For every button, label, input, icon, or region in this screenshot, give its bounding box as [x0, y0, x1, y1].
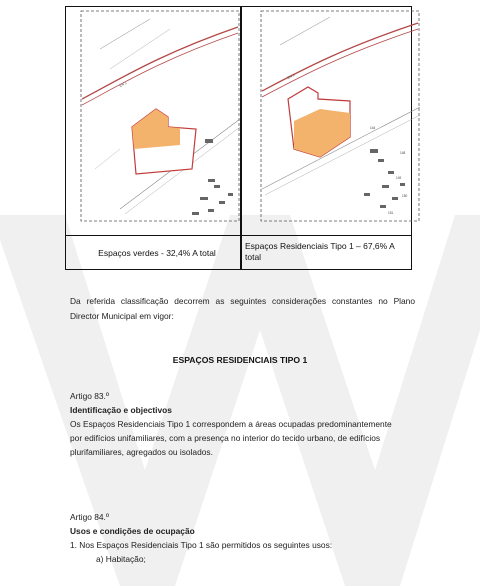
map-lot-number: 150	[402, 194, 408, 198]
map-lot-number: 149	[396, 176, 402, 180]
map-lot-number: 148	[400, 151, 406, 155]
figure-caption-line	[66, 235, 411, 236]
art84-item-1a: a) Habitação;	[96, 554, 146, 564]
map-lot-number: 151	[388, 211, 394, 215]
art84-item-1: 1. Nos Espaços Residenciais Tipo 1 são permitidos os seguintes usos:	[70, 540, 333, 550]
figure-divider	[240, 7, 242, 269]
map-road-label: EN 1	[286, 72, 296, 80]
map-road-label: EN 1	[118, 80, 128, 88]
caption-residential: Espaços Residenciais Tipo 1 – 67,6% A total	[245, 241, 395, 262]
map-green-spaces	[80, 9, 240, 224]
map-lot-number: 144	[370, 126, 376, 130]
art83-text-2: por edifícios unifamiliares, com a presença no interior do tecido urbano, de edifícios	[70, 433, 381, 443]
art83-subtitle: Identificação e objectivos	[70, 405, 172, 415]
section-title: ESPAÇOS RESIDENCIAIS TIPO 1	[172, 355, 308, 365]
art83-text-1: Os Espaços Residenciais Tipo 1 correspondem a áreas ocupadas predominantemente	[70, 419, 392, 429]
caption-green-spaces: Espaços verdes - 32,4% A total	[98, 248, 216, 258]
art84-title: Artigo 84.º	[70, 512, 109, 522]
intro-line-2: Director Municipal em vigor:	[70, 311, 174, 321]
art84-subtitle: Usos e condições de ocupação	[70, 526, 195, 536]
figure-table	[65, 6, 412, 270]
art83-text-3: plurifamiliares, agregados ou isolados.	[70, 447, 213, 457]
map-residential	[260, 9, 420, 224]
art83-title: Artigo 83.º	[70, 391, 109, 401]
intro-line-1: Da referida classificação decorrem as seguintes considerações constantes no Plano	[70, 296, 415, 306]
